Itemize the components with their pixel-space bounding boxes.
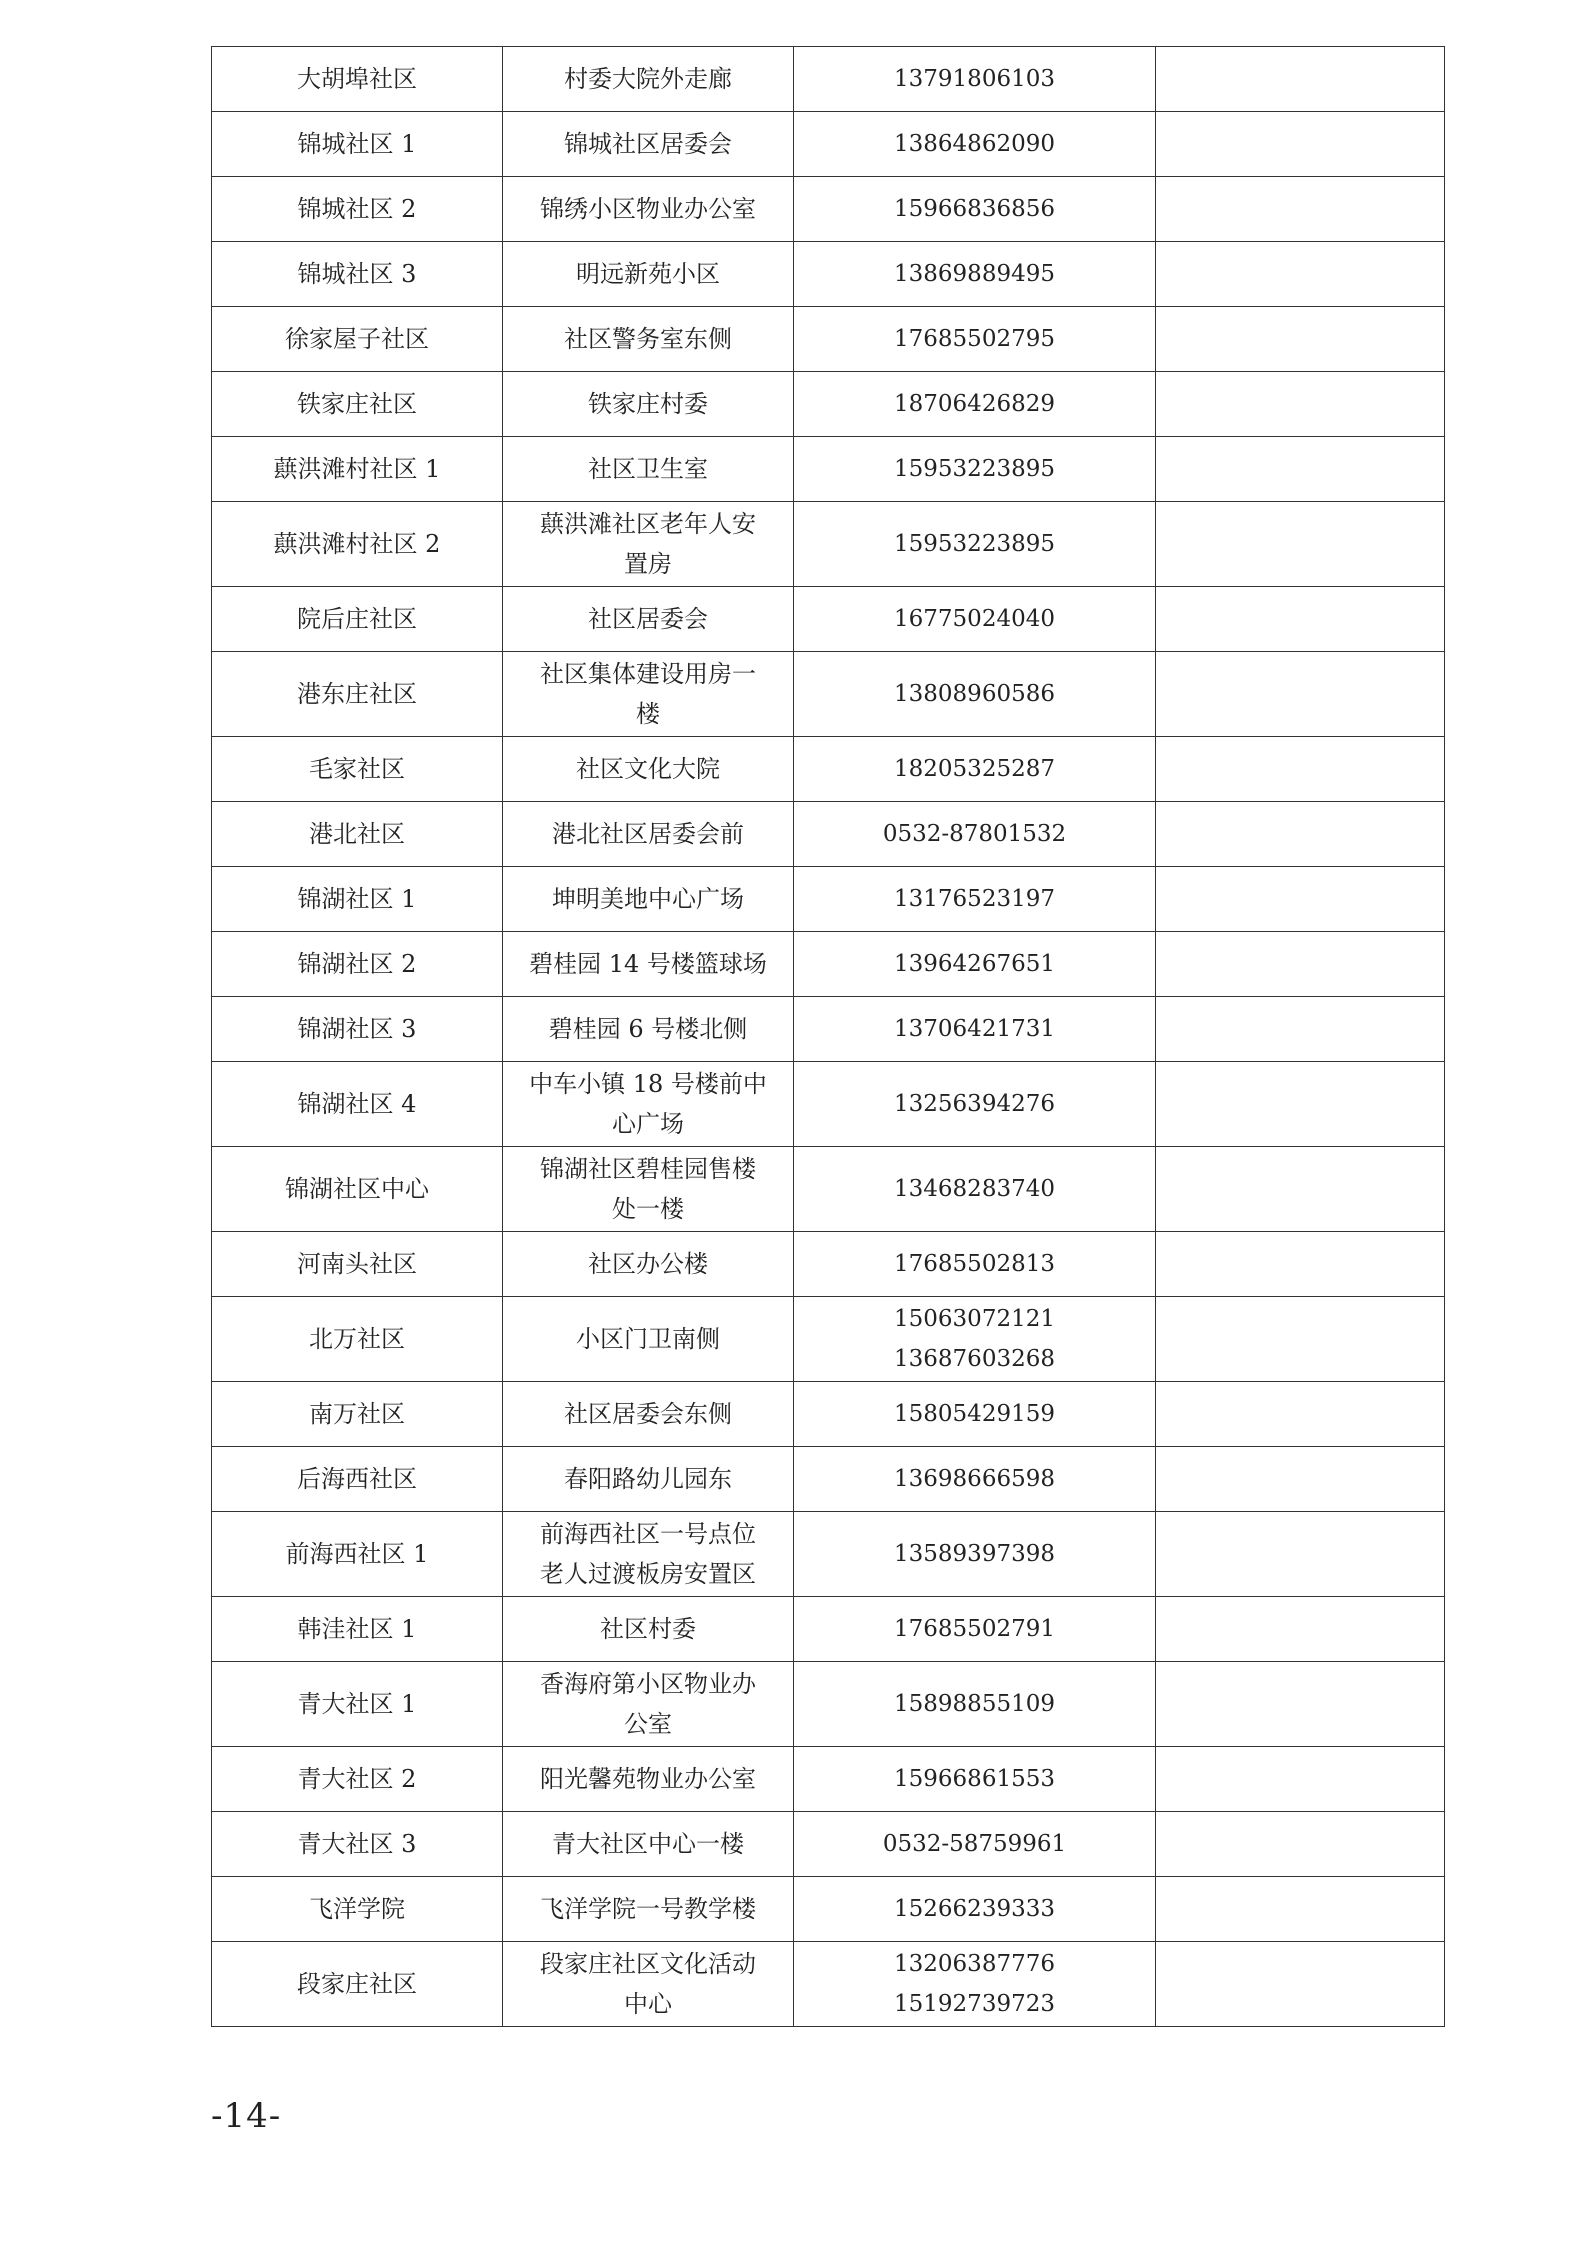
table-row [212,1877,1445,1942]
community-name-cell: 青大社区 2 [212,1747,503,1812]
phone-number: 15266239333 [894,1896,1055,1922]
empty-note-cell [1156,1447,1445,1512]
phone-cell [794,587,1156,652]
empty-note-cell [1156,737,1445,802]
location-line: 碧桂园 14 号楼篮球场 [529,950,767,978]
table-body [212,47,1445,2027]
location-line: 心广场 [612,1110,684,1138]
community-name-cell: 河南头社区 [212,1232,503,1297]
phone-number: 15953223895 [894,456,1055,482]
table-row [212,587,1445,652]
community-name-cell: 段家庄社区 [212,1942,503,2027]
table-row [212,1062,1445,1147]
location-line: 老人过渡板房安置区 [540,1560,756,1588]
location-line: 公室 [624,1710,672,1738]
location-cell [503,242,794,307]
table-row [212,1382,1445,1447]
location-line: 社区办公楼 [588,1250,708,1278]
location-line: 青大社区中心一楼 [552,1830,744,1858]
phone-number: 13869889495 [894,261,1055,287]
location-cell [503,1062,794,1147]
community-name-cell: 院后庄社区 [212,587,503,652]
phone-cell [794,1747,1156,1812]
location-cell [503,587,794,652]
table-row [212,242,1445,307]
phone-number: 17685502813 [894,1251,1055,1277]
table-row [212,1147,1445,1232]
empty-note-cell [1156,997,1445,1062]
empty-note-cell [1156,47,1445,112]
table-row [212,1942,1445,2027]
location-line: 锦城社区居委会 [564,130,732,158]
location-line: 楼 [636,700,660,728]
location-cell [503,1662,794,1747]
location-cell [503,1382,794,1447]
phone-cell [794,1597,1156,1662]
community-name-cell: 铁家庄社区 [212,372,503,437]
empty-note-cell [1156,652,1445,737]
location-cell [503,1597,794,1662]
table-row [212,1812,1445,1877]
phone-number: 17685502795 [894,326,1055,352]
empty-note-cell [1156,1382,1445,1447]
phone-number: 17685502791 [894,1616,1055,1642]
empty-note-cell [1156,1942,1445,2027]
location-cell [503,1812,794,1877]
page-number: -14- [211,2096,282,2136]
phone-number: 15063072121 [894,1306,1055,1332]
phone-cell [794,1062,1156,1147]
location-line: 阳光馨苑物业办公室 [540,1765,756,1793]
empty-note-cell [1156,1297,1445,1382]
table-row [212,932,1445,997]
community-name-cell: 后海西社区 [212,1447,503,1512]
community-name-cell: 锦湖社区 2 [212,932,503,997]
table-row [212,1512,1445,1597]
phone-cell [794,307,1156,372]
phone-cell [794,932,1156,997]
phone-cell [794,1942,1156,2027]
location-cell [503,1147,794,1232]
phone-number: 13808960586 [894,681,1055,707]
location-line: 处一楼 [612,1195,684,1223]
community-name-cell: 飞洋学院 [212,1877,503,1942]
empty-note-cell [1156,112,1445,177]
table-row [212,372,1445,437]
table-row [212,652,1445,737]
location-cell [503,177,794,242]
table-row [212,997,1445,1062]
phone-number: 13706421731 [894,1016,1055,1042]
phone-cell [794,47,1156,112]
phone-cell [794,802,1156,867]
community-name-cell: 徐家屋子社区 [212,307,503,372]
empty-note-cell [1156,437,1445,502]
phone-cell [794,1147,1156,1232]
phone-cell [794,1232,1156,1297]
community-name-cell: 锦城社区 2 [212,177,503,242]
community-contact-table [211,46,1445,2027]
empty-note-cell [1156,1232,1445,1297]
location-line: 社区村委 [600,1615,696,1643]
phone-cell [794,1382,1156,1447]
phone-number: 13698666598 [894,1466,1055,1492]
phone-cell [794,997,1156,1062]
phone-number: 0532-87801532 [882,821,1067,847]
table-row [212,177,1445,242]
phone-number: 15953223895 [894,531,1055,557]
community-name-cell: 毛家社区 [212,737,503,802]
phone-number: 13206387776 [894,1951,1055,1977]
table-row [212,112,1445,177]
table-row [212,47,1445,112]
phone-number: 13589397398 [894,1541,1055,1567]
community-name-cell: 青大社区 1 [212,1662,503,1747]
location-line: 香海府第小区物业办 [540,1670,756,1698]
location-line: 中心 [624,1990,672,2018]
community-name-cell: 韩洼社区 1 [212,1597,503,1662]
phone-number: 13256394276 [894,1091,1055,1117]
phone-cell [794,1447,1156,1512]
empty-note-cell [1156,932,1445,997]
table-row [212,1597,1445,1662]
phone-number: 15966836856 [894,196,1055,222]
location-cell [503,737,794,802]
location-line: 飞洋学院一号教学楼 [540,1895,756,1923]
table-row [212,1447,1445,1512]
empty-note-cell [1156,1597,1445,1662]
community-name-cell: 港北社区 [212,802,503,867]
location-cell [503,1512,794,1597]
location-cell [503,1297,794,1382]
empty-note-cell [1156,307,1445,372]
community-name-cell: 锦城社区 3 [212,242,503,307]
community-name-cell: 蕻洪滩村社区 2 [212,502,503,587]
phone-number: 15966861553 [894,1766,1055,1792]
location-line: 社区卫生室 [588,455,708,483]
location-line: 春阳路幼儿园东 [564,1465,732,1493]
community-name-cell: 前海西社区 1 [212,1512,503,1597]
empty-note-cell [1156,1812,1445,1877]
phone-cell [794,1662,1156,1747]
community-name-cell: 锦城社区 1 [212,112,503,177]
location-line: 中车小镇 18 号楼前中 [529,1070,767,1098]
location-cell [503,112,794,177]
location-line: 小区门卫南侧 [576,1325,720,1353]
location-line: 坤明美地中心广场 [552,885,744,913]
phone-cell [794,652,1156,737]
table-row [212,1232,1445,1297]
community-name-cell: 锦湖社区 4 [212,1062,503,1147]
phone-cell [794,1512,1156,1597]
phone-number: 13864862090 [894,131,1055,157]
phone-cell [794,372,1156,437]
phone-cell [794,112,1156,177]
location-cell [503,502,794,587]
empty-note-cell [1156,587,1445,652]
phone-number: 13791806103 [894,66,1055,92]
empty-note-cell [1156,242,1445,307]
phone-cell [794,177,1156,242]
location-cell [503,1747,794,1812]
location-line: 村委大院外走廊 [564,65,732,93]
empty-note-cell [1156,867,1445,932]
phone-cell [794,437,1156,502]
empty-note-cell [1156,1147,1445,1232]
location-cell [503,437,794,502]
empty-note-cell [1156,1512,1445,1597]
phone-cell [794,1297,1156,1382]
phone-cell [794,737,1156,802]
community-name-cell: 大胡埠社区 [212,47,503,112]
location-line: 社区居委会 [588,605,708,633]
location-cell [503,997,794,1062]
community-name-cell: 港东庄社区 [212,652,503,737]
location-cell [503,1942,794,2027]
table-row [212,437,1445,502]
location-line: 前海西社区一号点位 [540,1520,756,1548]
location-cell [503,372,794,437]
phone-number: 18706426829 [894,391,1055,417]
phone-number: 13687603268 [894,1346,1055,1372]
phone-number: 15192739723 [894,1991,1055,2017]
location-line: 港北社区居委会前 [552,820,744,848]
location-line: 社区文化大院 [576,755,720,783]
location-line: 社区集体建设用房一 [540,660,756,688]
location-line: 蕻洪滩社区老年人安 [540,510,756,538]
table-row [212,737,1445,802]
location-cell [503,652,794,737]
location-cell [503,1232,794,1297]
table-row [212,307,1445,372]
empty-note-cell [1156,1662,1445,1747]
location-cell [503,307,794,372]
community-name-cell: 南万社区 [212,1382,503,1447]
location-cell [503,802,794,867]
table-row [212,1297,1445,1382]
location-line: 铁家庄村委 [588,390,708,418]
community-name-cell: 锦湖社区中心 [212,1147,503,1232]
location-line: 社区警务室东侧 [564,325,732,353]
phone-cell [794,867,1156,932]
empty-note-cell [1156,372,1445,437]
phone-number: 16775024040 [894,606,1055,632]
phone-number: 15898855109 [894,1691,1055,1717]
location-cell [503,1877,794,1942]
empty-note-cell [1156,177,1445,242]
phone-number: 13176523197 [894,886,1055,912]
location-cell [503,932,794,997]
empty-note-cell [1156,1747,1445,1812]
location-cell [503,1447,794,1512]
phone-number: 18205325287 [894,756,1055,782]
phone-cell [794,1812,1156,1877]
location-line: 段家庄社区文化活动 [540,1950,756,1978]
location-cell [503,867,794,932]
empty-note-cell [1156,1062,1445,1147]
table-row [212,502,1445,587]
location-line: 锦湖社区碧桂园售楼 [540,1155,756,1183]
phone-cell [794,242,1156,307]
empty-note-cell [1156,802,1445,867]
empty-note-cell [1156,1877,1445,1942]
community-name-cell: 北万社区 [212,1297,503,1382]
phone-number: 13964267651 [894,951,1055,977]
phone-number: 13468283740 [894,1176,1055,1202]
table-row [212,867,1445,932]
location-line: 社区居委会东侧 [564,1400,732,1428]
table-row [212,1662,1445,1747]
community-name-cell: 蕻洪滩村社区 1 [212,437,503,502]
phone-cell [794,1877,1156,1942]
community-name-cell: 青大社区 3 [212,1812,503,1877]
community-name-cell: 锦湖社区 3 [212,997,503,1062]
phone-number: 15805429159 [894,1401,1055,1427]
phone-cell [794,502,1156,587]
table-row [212,802,1445,867]
community-name-cell: 锦湖社区 1 [212,867,503,932]
empty-note-cell [1156,502,1445,587]
location-cell [503,47,794,112]
location-line: 明远新苑小区 [576,260,720,288]
location-line: 锦绣小区物业办公室 [540,195,756,223]
table-row [212,1747,1445,1812]
phone-number: 0532-58759961 [882,1831,1067,1857]
location-line: 置房 [624,550,672,578]
location-line: 碧桂园 6 号楼北侧 [548,1015,748,1043]
